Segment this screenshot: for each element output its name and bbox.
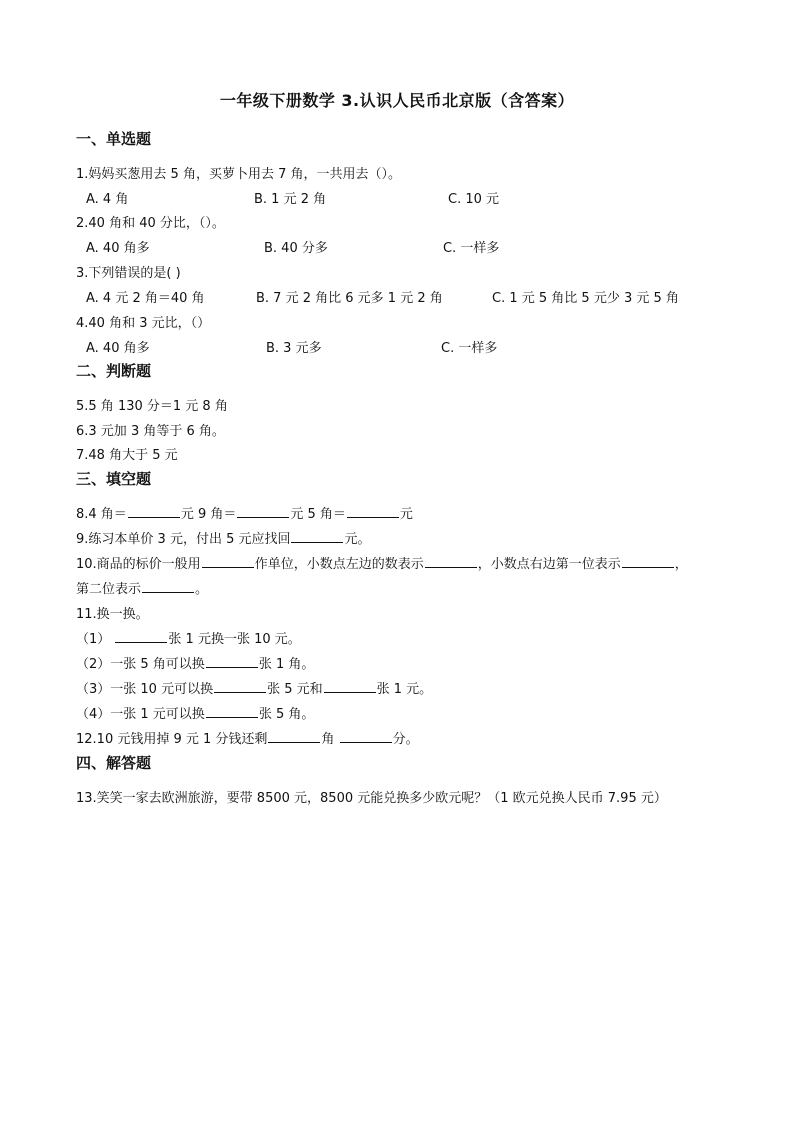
answer-blank[interactable] (128, 505, 180, 518)
question-8-text-1: 8.4 角＝ (76, 507, 127, 522)
question-12-text-3: 分。 (392, 732, 419, 747)
question-3-stem: 3.下列错误的是( ) (76, 266, 181, 281)
question-1-option-c: C. 10 元 (448, 192, 500, 207)
question-3-option-b: B. 7 元 2 角比 6 元多 1 元 2 角 (256, 291, 443, 306)
question-11-stem: 11.换一换。 (76, 607, 149, 622)
question-11-sub-3-text-2: 张 5 元和 (267, 682, 323, 697)
question-13: 13.笑笑一家去欧洲旅游，要带 8500 元，8500 元能兑换多少欧元呢？（1 欧元兑换人民币 7.95 元） (76, 791, 667, 806)
question-2-option-a: A. 40 角多 (86, 241, 150, 256)
question-10-text-1: 10.商品的标价一般用 (76, 557, 201, 572)
answer-blank[interactable] (291, 530, 343, 543)
question-12-text-2: 角 (321, 732, 335, 747)
answer-blank[interactable] (425, 555, 477, 568)
question-11-sub-2-text-1: （2）一张 5 角可以换 (76, 657, 205, 672)
question-11-sub-2 (76, 653, 314, 672)
answer-blank[interactable] (268, 730, 320, 743)
question-11-sub-3 (76, 678, 432, 697)
question-11-sub-1 (76, 628, 301, 647)
question-10-text-4: ， (674, 557, 688, 572)
question-4-stem: 4.40 角和 3 元比，（） (76, 316, 211, 331)
question-11-sub-4-text-1: （4）一张 1 元可以换 (76, 707, 205, 722)
answer-blank[interactable] (347, 505, 399, 518)
question-4-option-c: C. 一样多 (441, 341, 498, 356)
question-11-sub-4 (76, 703, 314, 722)
question-5: 5.5 角 130 分＝1 元 8 角 (76, 399, 228, 414)
question-2-stem: 2.40 角和 40 分比，（）。 (76, 216, 225, 231)
question-10-text-5: 第二位表示 (76, 582, 142, 597)
answer-blank[interactable] (206, 705, 258, 718)
answer-blank[interactable] (202, 555, 254, 568)
question-1-option-b: B. 1 元 2 角 (254, 192, 327, 207)
answer-blank[interactable] (214, 680, 266, 693)
question-11-sub-3-text-3: 张 1 元。 (376, 682, 433, 697)
question-11-sub-1-text-1: （1） (76, 632, 111, 647)
answer-blank[interactable] (340, 730, 392, 743)
question-11-sub-2-text-2: 张 1 角。 (258, 657, 315, 672)
question-11-sub-3-text-1: （3）一张 10 元可以换 (76, 682, 214, 697)
question-10-text-6: 。 (195, 582, 209, 597)
question-3-option-c: C. 1 元 5 角比 5 元少 3 元 5 角 (492, 291, 679, 306)
answer-blank[interactable] (237, 505, 289, 518)
question-11-sub-4-text-2: 张 5 角。 (258, 707, 315, 722)
question-4-option-b: B. 3 元多 (266, 341, 322, 356)
question-12 (76, 728, 419, 747)
question-3-option-a: A. 4 元 2 角＝40 角 (86, 291, 205, 306)
question-8-text-2: 元 9 角＝ (180, 507, 237, 522)
section-heading-true-false: 二、判断题 (76, 362, 152, 380)
question-6: 6.3 元加 3 角等于 6 角。 (76, 424, 225, 439)
question-1-option-a: A. 4 角 (86, 192, 129, 207)
question-7: 7.48 角大于 5 元 (76, 448, 178, 463)
question-9 (76, 528, 371, 547)
section-heading-fill-in: 三、填空题 (76, 470, 152, 488)
question-9-text-2: 元。 (344, 532, 371, 547)
answer-blank[interactable] (115, 630, 167, 643)
page-title: 一年级下册数学 3.认识人民币北京版（含答案） (219, 91, 575, 110)
section-heading-word-problem: 四、解答题 (76, 754, 152, 772)
answer-blank[interactable] (142, 580, 194, 593)
question-10-line-1 (76, 553, 688, 572)
question-10-text-2: 作单位，小数点左边的数表示 (254, 557, 424, 572)
question-11-sub-1-text-2: 张 1 元换一张 10 元。 (168, 632, 301, 647)
question-2-option-c: C. 一样多 (443, 241, 500, 256)
question-1-stem: 1.妈妈买葱用去 5 角，买萝卜用去 7 角，一共用去（）。 (76, 167, 401, 182)
answer-blank[interactable] (206, 655, 258, 668)
question-8 (76, 503, 413, 522)
answer-blank[interactable] (324, 680, 376, 693)
question-2-option-b: B. 40 分多 (264, 241, 328, 256)
question-10-line-2 (76, 578, 208, 597)
answer-blank[interactable] (622, 555, 674, 568)
question-8-text-4: 元 (399, 507, 413, 522)
section-heading-single-choice: 一、单选题 (76, 130, 152, 148)
question-9-text-1: 9.练习本单价 3 元，付出 5 元应找回 (76, 532, 291, 547)
question-8-text-3: 元 5 角＝ (290, 507, 346, 522)
question-4-option-a: A. 40 角多 (86, 341, 150, 356)
question-12-text-1: 12.10 元钱用掉 9 元 1 分钱还剩 (76, 732, 268, 747)
question-10-text-3: ，小数点右边第一位表示 (477, 557, 621, 572)
